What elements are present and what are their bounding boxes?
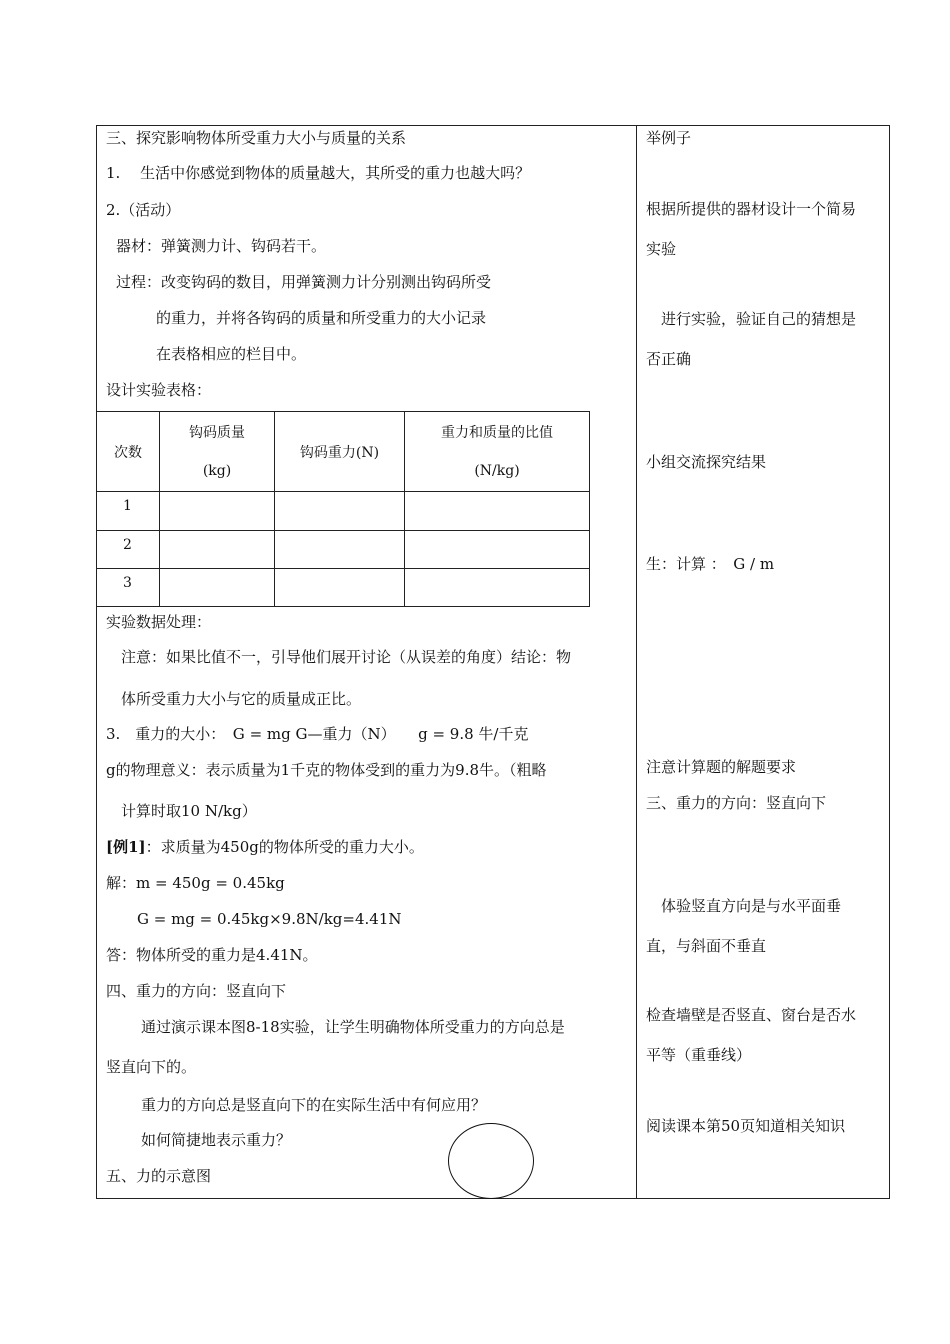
table-design-label: 设计实验表格： (106, 381, 212, 399)
example-1-text: ：求质量为450g的物体所受的重力大小。 (145, 838, 424, 856)
circle-diagram (448, 1123, 534, 1199)
activity-heading: 2.（活动） (106, 201, 181, 219)
right-note-verify-1: 进行实验，验证自己的猜想是 (661, 310, 857, 328)
table-cell (405, 492, 590, 531)
question-1: 1. 生活中你感觉到物体的质量越大，其所受的重力也越大吗？ (106, 164, 531, 182)
table-row (97, 569, 590, 607)
representation-question: 如何简捷地表示重力？ (141, 1131, 292, 1149)
note-line-2: 体所受重力大小与它的质量成正比。 (121, 690, 362, 708)
right-note-design-2: 实验 (646, 240, 677, 258)
header-ratio-unit: (N/kg) (474, 462, 520, 479)
right-note-verify-2: 否正确 (646, 350, 692, 368)
section-three-title: 三、探究影响物体所受重力大小与质量的关系 (106, 129, 407, 147)
solution-line-1: 解：m = 450g = 0.45kg (106, 874, 285, 892)
right-note-reading: 阅读课本第50页知道相关知识 (646, 1117, 846, 1135)
table-row (97, 492, 590, 531)
header-ratio (405, 412, 590, 492)
row-number: 2 (97, 531, 160, 569)
header-count: 次数 (97, 412, 160, 492)
answer-line: 答：物体所受的重力是4.41N。 (106, 946, 318, 964)
process-line-3: 在表格相应的栏目中。 (156, 345, 307, 363)
g-approx-line: 计算时取10 N/kg） (121, 802, 257, 820)
right-note-check-1: 检查墙壁是否竖直、窗台是否水 (646, 1006, 857, 1024)
example-1-line (106, 837, 424, 857)
column-divider (636, 125, 637, 1199)
table-cell (160, 569, 275, 607)
header-mass-unit: (kg) (202, 462, 232, 479)
section-five-title: 五、力的示意图 (106, 1167, 212, 1185)
header-weight: 钩码重力(N) (275, 412, 405, 492)
table-cell (275, 531, 405, 569)
right-note-group: 小组交流探究结果 (646, 453, 767, 471)
process-line-2: 的重力，并将各钩码的质量和所受重力的大小记录 (156, 309, 487, 327)
right-note-requirements: 注意计算题的解题要求 (646, 758, 797, 776)
equipment-line: 器材：弹簧测力计、钩码若干。 (116, 237, 327, 255)
solution-line-2: G = mg = 0.45kg×9.8N/kg=4.41N (137, 910, 402, 928)
right-note-direction: 三、重力的方向：竖直向下 (646, 794, 827, 812)
right-note-check-2: 平等（重垂线） (646, 1046, 752, 1064)
g-meaning-line: g的物理意义：表示质量为1千克的物体受到的重力为9.8牛。（粗略 (106, 761, 547, 779)
example-1-label: [例1] (106, 838, 146, 856)
row-number: 1 (97, 492, 160, 531)
data-processing-label: 实验数据处理： (106, 613, 212, 631)
table-cell (275, 569, 405, 607)
experiment-table (96, 411, 590, 607)
header-ratio-label: 重力和质量的比值 (441, 424, 553, 441)
right-note-design-1: 根据所提供的器材设计一个简易 (646, 200, 857, 218)
gravity-size-line: 3. 重力的大小： G = mg G—重力（N） g = 9.8 牛/千克 (106, 725, 529, 743)
right-note-vertical-1: 体验竖直方向是与水平面垂 (661, 897, 842, 915)
table-cell (405, 531, 590, 569)
right-note-examples: 举例子 (646, 129, 692, 147)
note-line-1: 注意：如果比值不一，引导他们展开讨论（从误差的角度）结论：物 (121, 648, 572, 666)
demo-line-2: 竖直向下的。 (106, 1058, 197, 1076)
demo-line-1: 通过演示课本图8-18实验，让学生明确物体所受重力的方向总是 (141, 1018, 565, 1036)
table-cell (275, 492, 405, 531)
header-mass-label: 钩码质量 (189, 424, 245, 441)
application-question: 重力的方向总是竖直向下的在实际生活中有何应用？ (141, 1096, 487, 1114)
table-row (97, 531, 590, 569)
header-mass (160, 412, 275, 492)
right-note-calc: 生：计算 ： G / m (646, 555, 775, 573)
section-four-title: 四、重力的方向：竖直向下 (106, 982, 287, 1000)
table-cell (405, 569, 590, 607)
table-cell (160, 492, 275, 531)
table-cell (160, 531, 275, 569)
right-note-vertical-2: 直，与斜面不垂直 (646, 937, 767, 955)
process-line-1: 过程：改变钩码的数目，用弹簧测力计分别测出钩码所受 (116, 273, 492, 291)
table-header-row (97, 412, 590, 492)
row-number: 3 (97, 569, 160, 607)
